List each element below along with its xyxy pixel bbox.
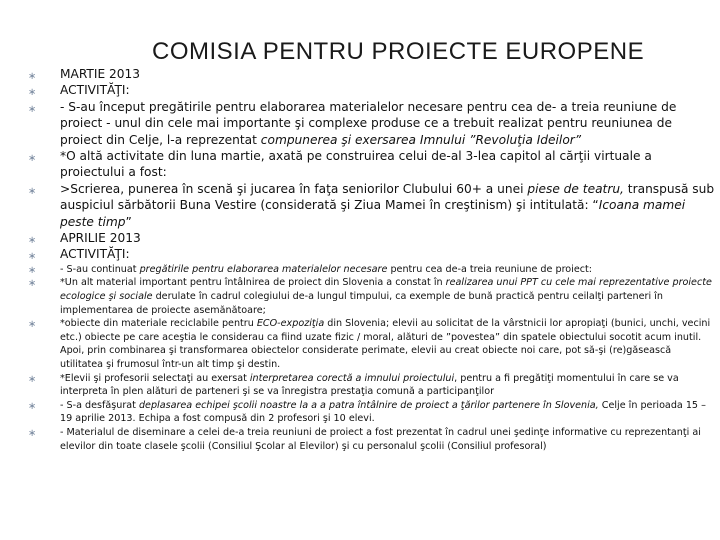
- bullet-icon: ∗: [28, 235, 37, 247]
- list-item: [28, 317, 716, 371]
- text-run: ”: [125, 214, 132, 229]
- list-item: [28, 426, 716, 453]
- bullet-icon: ∗: [28, 278, 37, 290]
- text-run: ACTIVITĂŢI:: [60, 83, 130, 98]
- bullet-icon: ∗: [28, 428, 37, 439]
- text-run: *O altă activitate din luna martie, axată pe construirea celui de-al 3-lea capitol al cărţii virtuale a proiectului a fost:: [60, 149, 652, 180]
- text-run: pentru cea de-a treia reuniune de proiect:: [387, 263, 593, 275]
- bullet-icon: ∗: [28, 87, 37, 99]
- list-item: [28, 181, 716, 230]
- list-item-text: [60, 427, 701, 452]
- text-run: , pentru a fi pregătiţi momentului în care se va interpreta în plen alături de parteneri şi se va înregistra prestaţia comună a participanţilor: [60, 372, 679, 398]
- emphasis-text: Icoana mamei peste timp: [60, 198, 686, 229]
- list-item: [28, 82, 716, 98]
- text-run: - Materialul de diseminare a celei de-a treia reuniuni de proiect a fost prezentat în cadrul unei şedinţe informative cu reprezentanţi ai elevilor din toate clasele şcolii (Consiliul Şcolar al Elevilor) şi cu personalul şcolii (Consiliul profesoral): [60, 427, 701, 452]
- bullet-icon: ∗: [28, 71, 37, 82]
- list-item-text: [60, 182, 714, 229]
- bullet-icon: ∗: [28, 264, 37, 276]
- list-item: [28, 372, 716, 399]
- list-item-text: [60, 149, 652, 179]
- list-item-text: [60, 400, 706, 425]
- text-run: ACTIVITĂŢI:: [60, 247, 130, 262]
- text-run: >Scrierea, punerea în scenă şi jucarea în faţa seniorilor Clubului 60+ a unei: [60, 181, 528, 196]
- text-run: transpusă sub auspiciul sărbătorii Buna Vestire (considerată şi Ziua Mamei în creştinism) şi intitulată: “: [60, 181, 715, 213]
- emphasis-text: realizarea unui PPT cu cele mai reprezentative proiecte ecologice şi sociale: [60, 277, 712, 303]
- list-item: [28, 230, 716, 246]
- list-item-text: [60, 83, 130, 97]
- bullet-icon: ∗: [28, 153, 37, 165]
- text-run: - S-a desfăşurat: [60, 399, 139, 411]
- bullet-list: [28, 66, 716, 453]
- list-item: [28, 99, 716, 148]
- bullet-icon: ∗: [28, 251, 37, 263]
- emphasis-text: pregătirile pentru elaborarea materialelor necesare: [139, 263, 388, 275]
- bullet-icon: ∗: [28, 185, 37, 197]
- text-run: *Un alt material important pentru întâlnirea de proiect din Slovenia a constat în: [60, 277, 446, 289]
- list-item-text: [60, 318, 710, 370]
- text-run: - S-au continuat: [60, 263, 140, 275]
- list-item: [28, 263, 716, 277]
- emphasis-text: ECO-expoziţia: [256, 318, 325, 330]
- text-run: *Elevii şi profesorii selectaţi au exersat: [60, 372, 250, 384]
- list-item: [28, 66, 716, 82]
- text-run: din Slovenia; elevii au solicitat de la vârstnicii lor apropiaţi (bunici, unchi, vecini etc.) obiecte pe care aceştia le considerau ca fiind uzate fizic / moral, alături de ”povestea” din spatele obiectului socotit acum inutil. Apoi, prin combinarea şi transformarea obiectelor considerate perimate, elevii au creat obiecte noi care, pot să-şi (re)găsească utilitatea şi frumosul într-un alt timp şi destin.: [60, 318, 711, 371]
- list-item-text: [60, 277, 712, 315]
- list-item-text: [60, 231, 141, 245]
- list-item: [28, 246, 716, 262]
- slide-title: COMISIA PENTRU PROIECTE EUROPENE: [152, 38, 645, 65]
- bullet-icon: ∗: [28, 373, 37, 385]
- list-item-text: [60, 373, 679, 398]
- emphasis-text: piese de teatru,: [527, 181, 624, 196]
- text-run: MARTIE 2013: [60, 67, 141, 81]
- bullet-icon: ∗: [28, 319, 37, 331]
- list-item-text: [60, 67, 140, 81]
- emphasis-text: compunerea şi exersarea Imnului ”Revoluţia Ideilor”: [260, 132, 582, 147]
- list-item-text: [60, 247, 130, 261]
- text-run: derulate în cadrul colegiului de-a lungul timpului, ca exemple de bună practică pentru ceilalţi parteneri în implementarea de proiecte asemănătoare;: [60, 291, 663, 316]
- list-item: [28, 148, 716, 181]
- list-item-text: [60, 100, 676, 147]
- bullet-icon: ∗: [28, 103, 37, 115]
- text-run: Celje în perioada 15 – 19 aprilie 2013. Echipa a fost compusă din 2 profesori şi 10 elevi.: [60, 399, 706, 425]
- emphasis-text: deplasarea echipei şcolii noastre la a a patra întâlnire de proiect a ţărilor partenere în Slovenia,: [138, 399, 599, 411]
- text-run: *obiecte din materiale reciclabile pentru: [60, 318, 257, 330]
- bullet-icon: ∗: [28, 400, 37, 412]
- text-run: APRILIE 2013: [60, 231, 141, 246]
- list-item: [28, 276, 716, 317]
- list-item: [28, 399, 716, 426]
- emphasis-text: interpretarea corectă a imnului proiectului: [249, 372, 455, 384]
- text-run: - S-au început pregătirile pentru elaborarea materialelor necesare pentru cea de- a treia reuniune de proiect - unul din cele mai importante şi complexe produse ce a trebuit realizat pentru reuniunea de proiect din Celje, l-a reprezentat: [60, 99, 677, 147]
- list-item-text: [60, 264, 592, 275]
